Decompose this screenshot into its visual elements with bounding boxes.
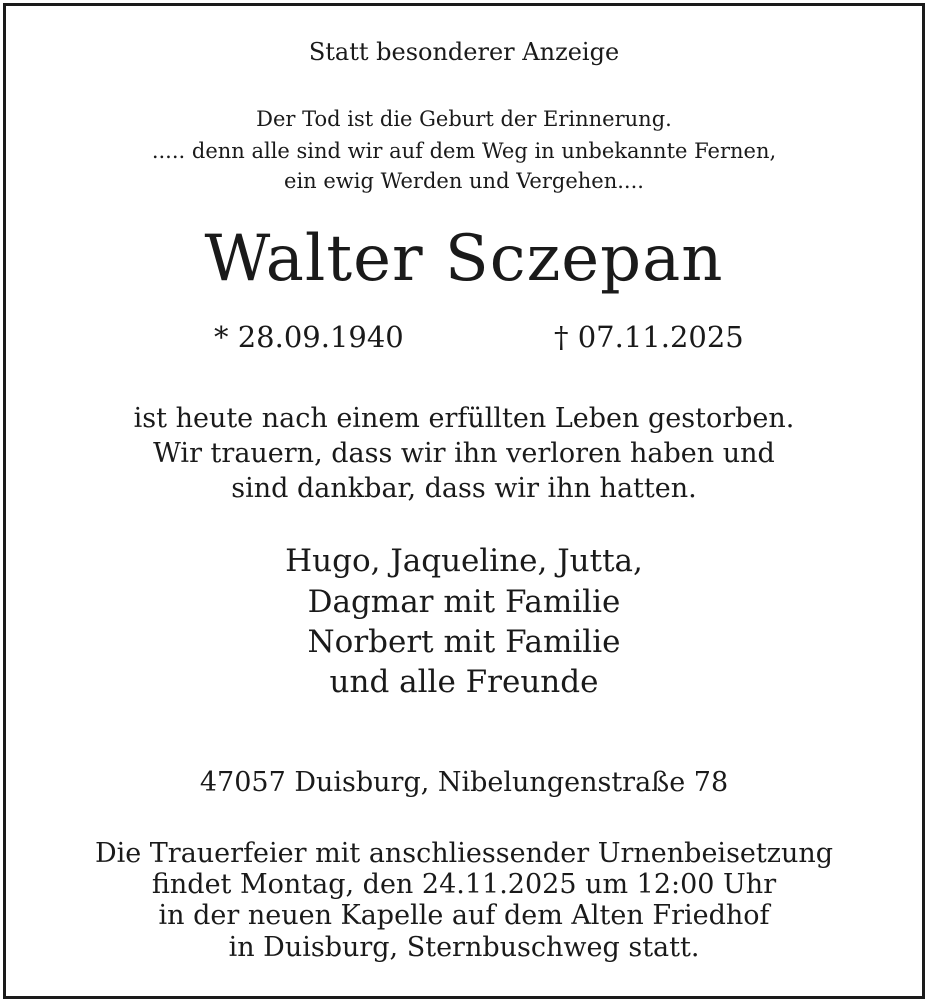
quote-line: ein ewig Werden und Vergehen.... <box>284 169 644 193</box>
death-date: † 07.11.2025 <box>554 320 744 354</box>
message-line: sind dankbar, dass wir ihn hatten. <box>231 473 697 504</box>
mourner-line: Hugo, Jaqueline, Jutta, <box>285 543 643 579</box>
service-info-line: findet Montag, den 24.11.2025 um 12:00 Uhr <box>151 869 777 900</box>
quote-line: Der Tod ist die Geburt der Erinnerung. <box>256 107 672 131</box>
mourner-line: Norbert mit Familie <box>307 624 621 660</box>
message-line: ist heute nach einem erfüllten Leben gestorben. <box>133 403 795 434</box>
service-info-line: Die Trauerfeier mit anschliessender Urnenbeisetzung <box>94 838 834 869</box>
service-info-line: in der neuen Kapelle auf dem Alten Friedhof <box>158 900 770 931</box>
notice-header: Statt besonderer Anzeige <box>308 38 620 66</box>
mourner-line: und alle Freunde <box>329 664 599 700</box>
deceased-name: Walter Sczepan <box>204 222 724 296</box>
service-info-line: in Duisburg, Sternbuschweg statt. <box>228 932 700 963</box>
mourner-line: Dagmar mit Familie <box>307 584 621 620</box>
quote-line: ..... denn alle sind wir auf dem Weg in unbekannte Fernen, <box>151 139 777 163</box>
message-line: Wir trauern, dass wir ihn verloren haben und <box>153 438 775 469</box>
family-address: 47057 Duisburg, Nibelungenstraße 78 <box>199 767 729 798</box>
birth-date: * 28.09.1940 <box>214 320 404 354</box>
